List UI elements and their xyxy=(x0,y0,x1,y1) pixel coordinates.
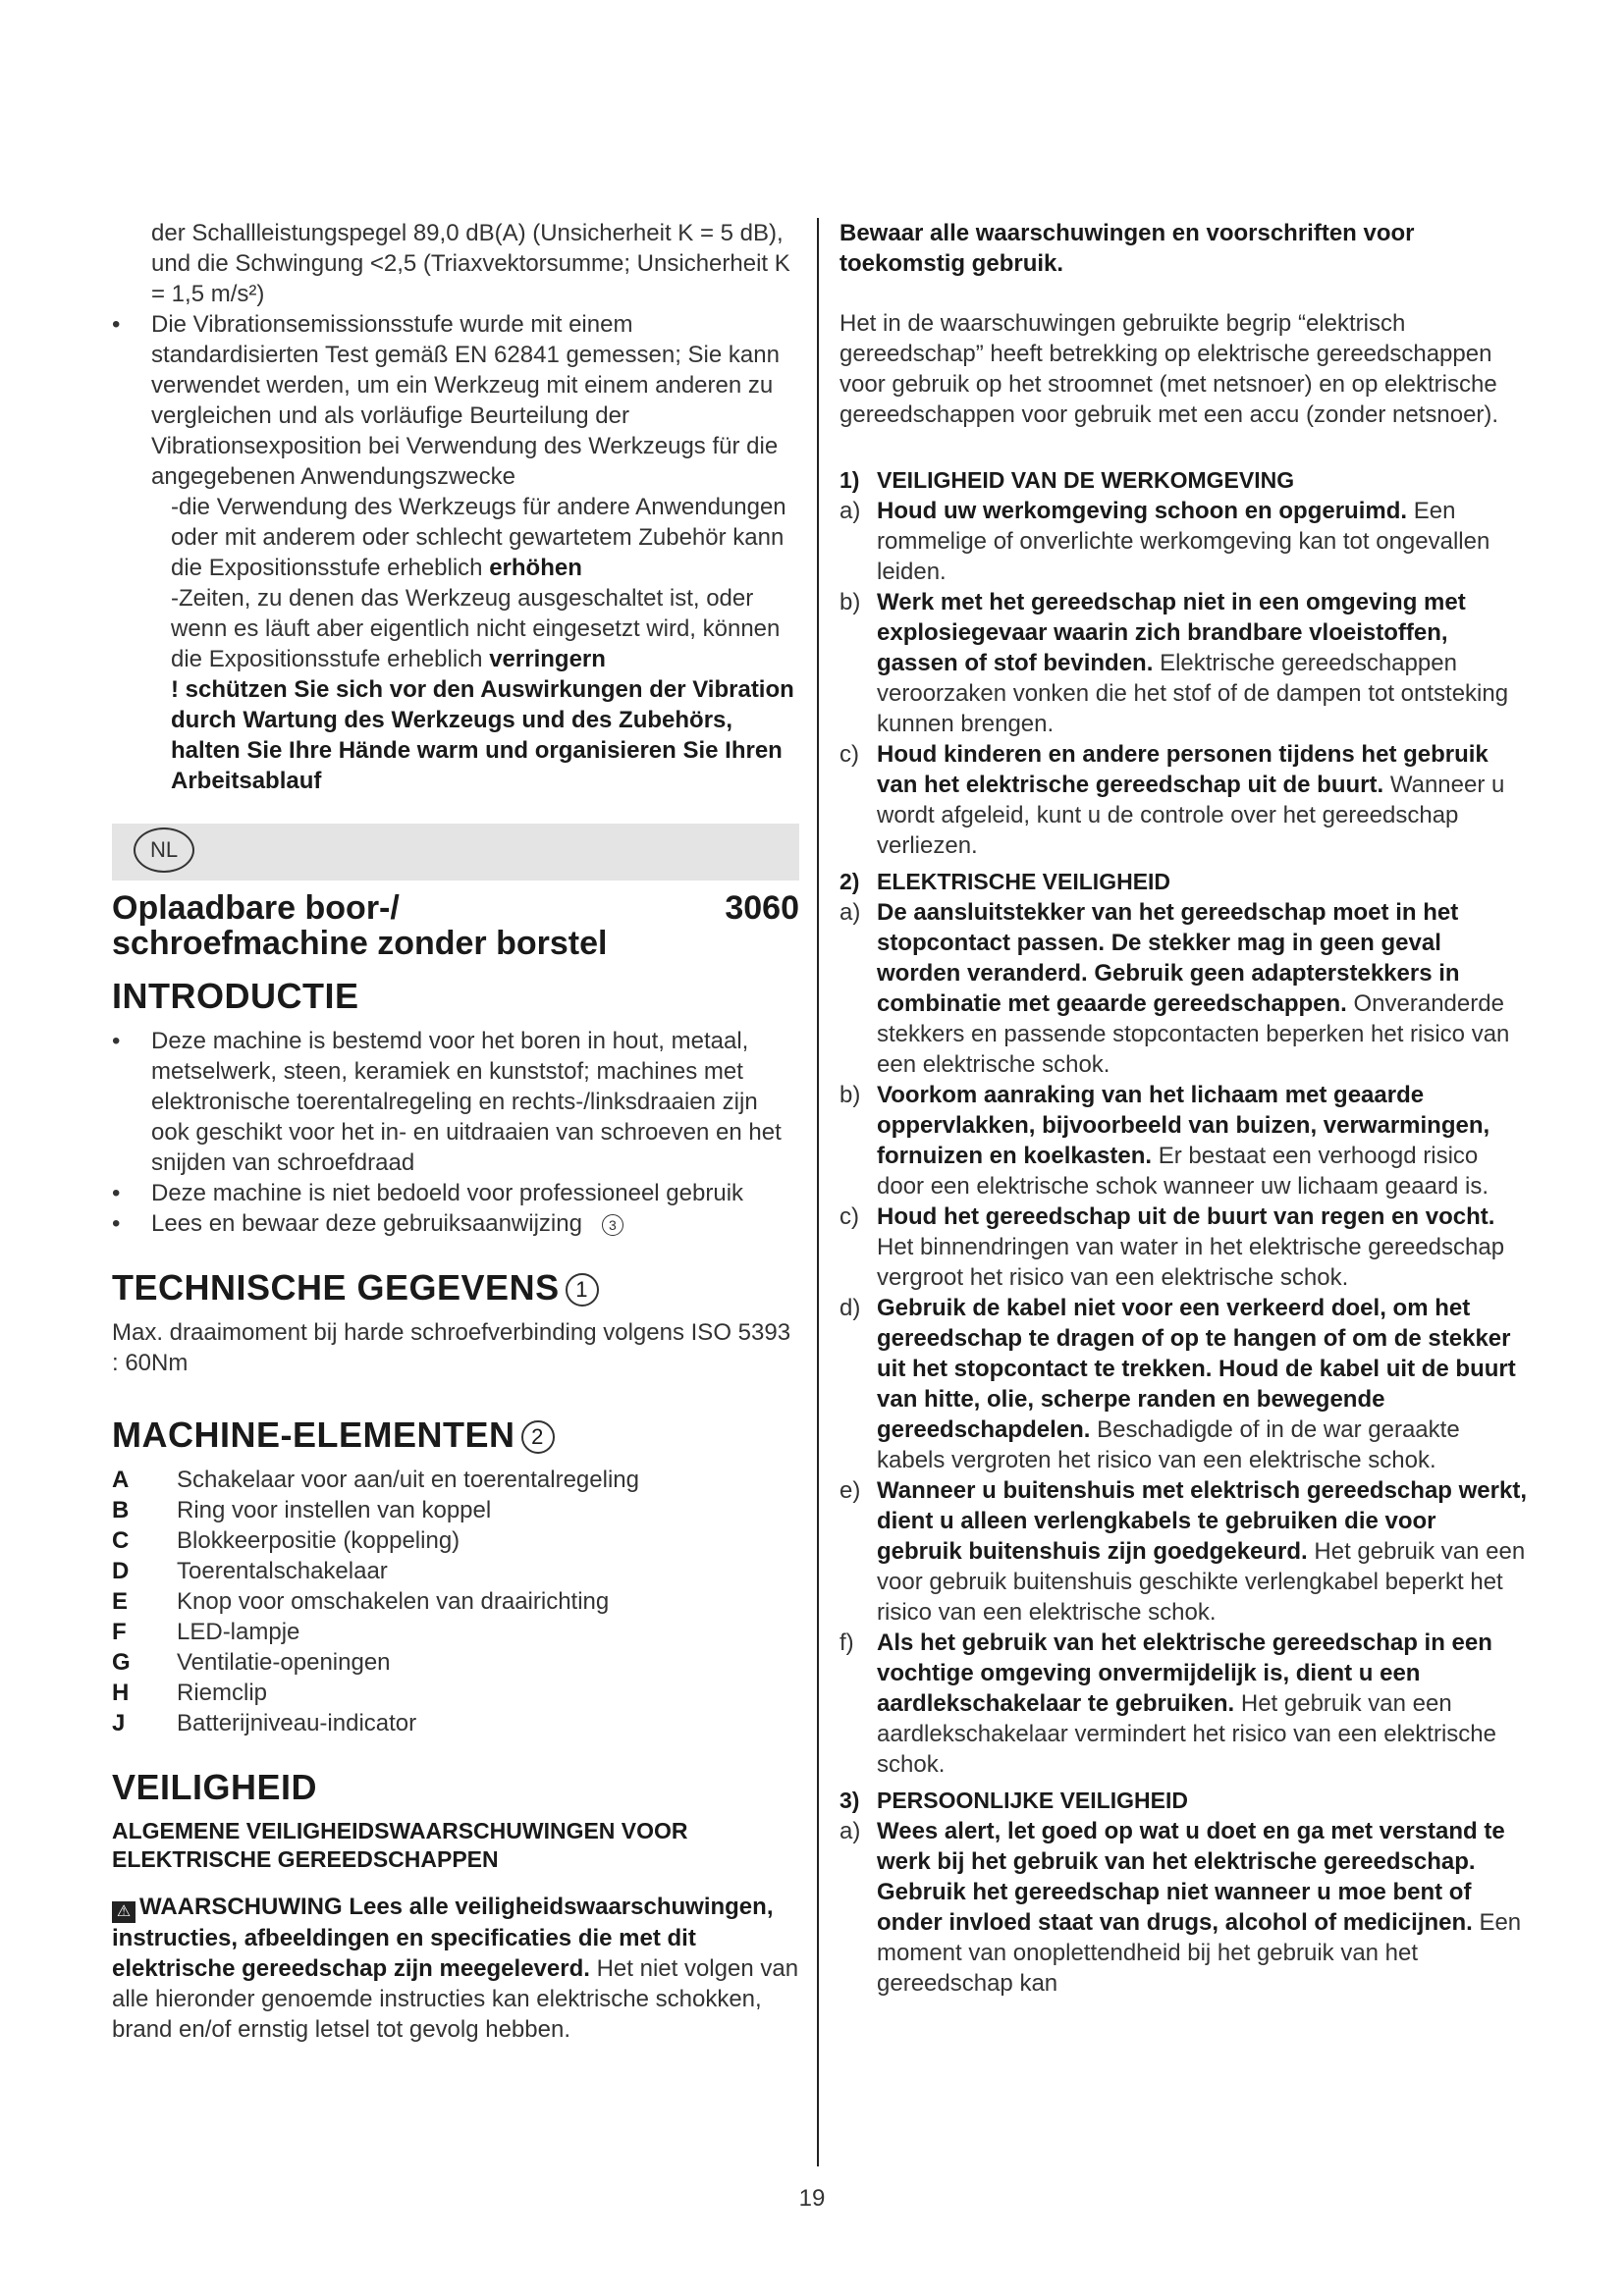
part-item: H Riemclip xyxy=(112,1680,268,1706)
section-1-heading: 1) VEILIGHEID VAN DE WERKOMGEVING xyxy=(839,467,1295,493)
language-badge: NL xyxy=(134,828,194,873)
intro-bullets xyxy=(112,1026,799,1239)
section-2-item-a: a) De aansluitstekker van het gereedschap moet in het stopcontact passen. De stekker mag in geen geval worden veranderd. Gebruik geen adapterstekkers in combinatie met geaarde gereedschappen. Onveranderde stekkers en passende stopcontacten beperken het risico van een elektrische schok. xyxy=(839,899,1510,1078)
vibration-warning: ! schützen Sie sich vor den Auswirkungen der Vibration durch Wartung des Werkzeugs und des Zubehörs, halten Sie Ihre Hände warm und organisieren Sie Ihren Arbeitsablauf xyxy=(171,676,794,794)
section-2-heading: 2) ELEKTRISCHE VEILIGHEID xyxy=(839,869,1171,894)
safety-subheading: ALGEMENE VEILIGHEIDSWAARSCHUWINGEN VOOR ELEKTRISCHE GEREEDSCHAPPEN xyxy=(112,1818,688,1872)
column-divider xyxy=(817,218,819,2166)
intro-bullet: • Lees en bewaar deze gebruiksaanwijzing 3 xyxy=(112,1208,799,1239)
vibration-detail-decrease: -Zeiten, zu denen das Werkzeug ausgeschaltet ist, oder wenn es läuft aber eigentlich nicht eingesetzt wird, können die Expositionsstufe erheblich verringern xyxy=(171,585,781,672)
warning-icon: ⚠ xyxy=(112,1901,135,1923)
safety-heading: VEILIGHEID xyxy=(112,1767,318,1807)
vibration-bullet: • Die Vibrationsemissionsstufe wurde mit einem standardisierten Test gemäß EN 62841 gemessen; Sie kann verwendet werden, um ein Werkzeug mit einem anderen zu vergleichen und als vorläufige Beurteilung der Vibrationsexposition bei Verwendung des Werkzeugs für die angegebenen Anwendungszwecke xyxy=(112,309,799,492)
tech-heading: TECHNISCHE GEGEVENS 1 xyxy=(112,1268,799,1308)
model-number: 3060 xyxy=(725,889,799,927)
left-column xyxy=(112,218,799,2045)
figure-ref-1: 1 xyxy=(566,1273,599,1307)
part-item: F LED-lampje xyxy=(112,1619,300,1645)
section-2-item-d: d) Gebruik de kabel niet voor een verkeerd doel, om het gereedschap te dragen of op te hangen of om de stekker uit het stopcontact te trekken. Houd de kabel uit de buurt van hitte, olie, scherpe randen en bewegende gereedschapdelen. Beschadigde of in de war geraakte kabels vergroten het risico van een elektrische schok. xyxy=(839,1295,1516,1473)
part-item: A Schakelaar voor aan/uit en toerentalregeling xyxy=(112,1467,639,1493)
part-item: G Ventilatie-openingen xyxy=(112,1649,391,1676)
section-1-item-a: a) Houd uw werkomgeving schoon en opgeruimd. Een rommelige of onverlichte werkomgeving kan tot ongevallen leiden. xyxy=(839,498,1490,585)
intro-bullet: • Deze machine is bestemd voor het boren in hout, metaal, metselwerk, steen, keramiek en kunststof; machines met elektronische toerentalregeling en rechts-/linksdraaien zijn ook geschikt voor het in- en uitdraaien van schroeven en het snijden van schroefdraad xyxy=(112,1026,799,1178)
figure-ref-3: 3 xyxy=(602,1214,623,1236)
product-title-row xyxy=(112,890,799,961)
product-title: Oplaadbare boor-/ schroefmachine zonder borstel xyxy=(112,889,608,962)
part-item: B Ring voor instellen van koppel xyxy=(112,1497,492,1523)
intro-bullet: • Deze machine is niet bedoeld voor professioneel gebruik xyxy=(112,1178,799,1208)
keep-instructions: Bewaar alle waarschuwingen en voorschriften voor toekomstig gebruik. xyxy=(839,220,1415,277)
section-1-item-c: c) Houd kinderen en andere personen tijdens het gebruik van het elektrische gereedschap uit de buurt. Wanneer u wordt afgeleid, kunt u de controle over het gereedschap verliezen. xyxy=(839,741,1505,859)
section-3-heading: 3) PERSOONLIJKE VEILIGHEID xyxy=(839,1788,1188,1813)
machine-heading: MACHINE-ELEMENTEN 2 xyxy=(112,1415,799,1455)
section-2-item-f: f) Als het gebruik van het elektrische gereedschap in een vochtige omgeving onvermijdelijk is, dient u een aardlekschakelaar te gebruiken. Het gebruik van een aardlekschakelaar vermindert het risico van een elektrische schok. xyxy=(839,1629,1496,1778)
right-column xyxy=(839,218,1527,1999)
vibration-bullet-list xyxy=(112,309,799,492)
general-warning: ⚠ WAARSCHUWING Lees alle veiligheidswaarschuwingen, instructies, afbeeldingen en specificaties die met dit elektrische gereedschap zijn meegeleverd. Het niet volgen van alle hieronder genoemde instructies kan elektrische schokken, brand en/of ernstig letsel tot gevolg hebben. xyxy=(112,1894,799,2043)
section-2-item-c: c) Houd het gereedschap uit de buurt van regen en vocht. Het binnendringen van water in het elektrische gereedschap vergroot het risico van een elektrische schok. xyxy=(839,1203,1505,1291)
language-band xyxy=(112,824,799,881)
section-1-item-b: b) Werk met het gereedschap niet in een omgeving met explosiegevaar waarin zich brandbare vloeistoffen, gassen of stof bevinden. Elektrische gereedschappen veroorzaken vonken die het stof of de dampen tot ontsteking kunnen brengen. xyxy=(839,589,1509,737)
part-item: J Batterijniveau-indicator xyxy=(112,1710,417,1736)
vibration-detail-increase: -die Verwendung des Werkzeugs für andere Anwendungen oder mit anderem oder schlecht gewartetem Zubehör kann die Expositionsstufe erheblich erhöhen xyxy=(171,494,786,581)
part-item: C Blokkeerpositie (koppeling) xyxy=(112,1527,460,1554)
tech-text: Max. draaimoment bij harde schroefverbinding volgens ISO 5393 : 60Nm xyxy=(112,1319,791,1376)
part-item: D Toerentalschakelaar xyxy=(112,1558,388,1584)
parts-list xyxy=(112,1465,799,1738)
section-3-item-a: a) Wees alert, let goed op wat u doet en ga met verstand te werk bij het gebruik van het elektrische gereedschap. Gebruik het gereedschap niet wanneer u moe bent of onder invloed staat van drugs, alcohol of medicijnen. Een moment van onoplettendheid bij het gebruik van het gereedschap kan xyxy=(839,1818,1522,1997)
figure-ref-2: 2 xyxy=(521,1420,555,1454)
term-definition: Het in de waarschuwingen gebruikte begrip “elektrisch gereedschap” heeft betrekking op elektrische gereedschappen voor gebruik op het stroomnet (met netsnoer) en op elektrische gereedschappen voor gebruik met een accu (zonder netsnoer). xyxy=(839,310,1499,428)
part-item: E Knop voor omschakelen van draairichting xyxy=(112,1588,610,1615)
intro-heading: INTRODUCTIE xyxy=(112,976,359,1016)
section-2-item-b: b) Voorkom aanraking van het lichaam met geaarde oppervlakken, bijvoorbeeld van buizen, verwarmingen, fornuizen en koelkasten. Er bestaat een verhoogd risico door een elektrische schok wanneer uw lichaam geaard is. xyxy=(839,1082,1490,1200)
noise-vibration-text: der Schallleistungspegel 89,0 dB(A) (Unsicherheit K = 5 dB), und die Schwingung <2,5 (Triaxvektorsumme; Unsicherheit K = 1,5 m/s²) xyxy=(151,220,790,307)
page-number: 19 xyxy=(798,2185,826,2212)
section-2-item-e: e) Wanneer u buitenshuis met elektrisch gereedschap werkt, dient u alleen verlengkabels te gebruiken die voor gebruik buitenshuis zijn goedgekeurd. Het gebruik van een voor gebruik buitenshuis geschikte verlengkabel beperkt het risico van een elektrische schok. xyxy=(839,1477,1527,1626)
